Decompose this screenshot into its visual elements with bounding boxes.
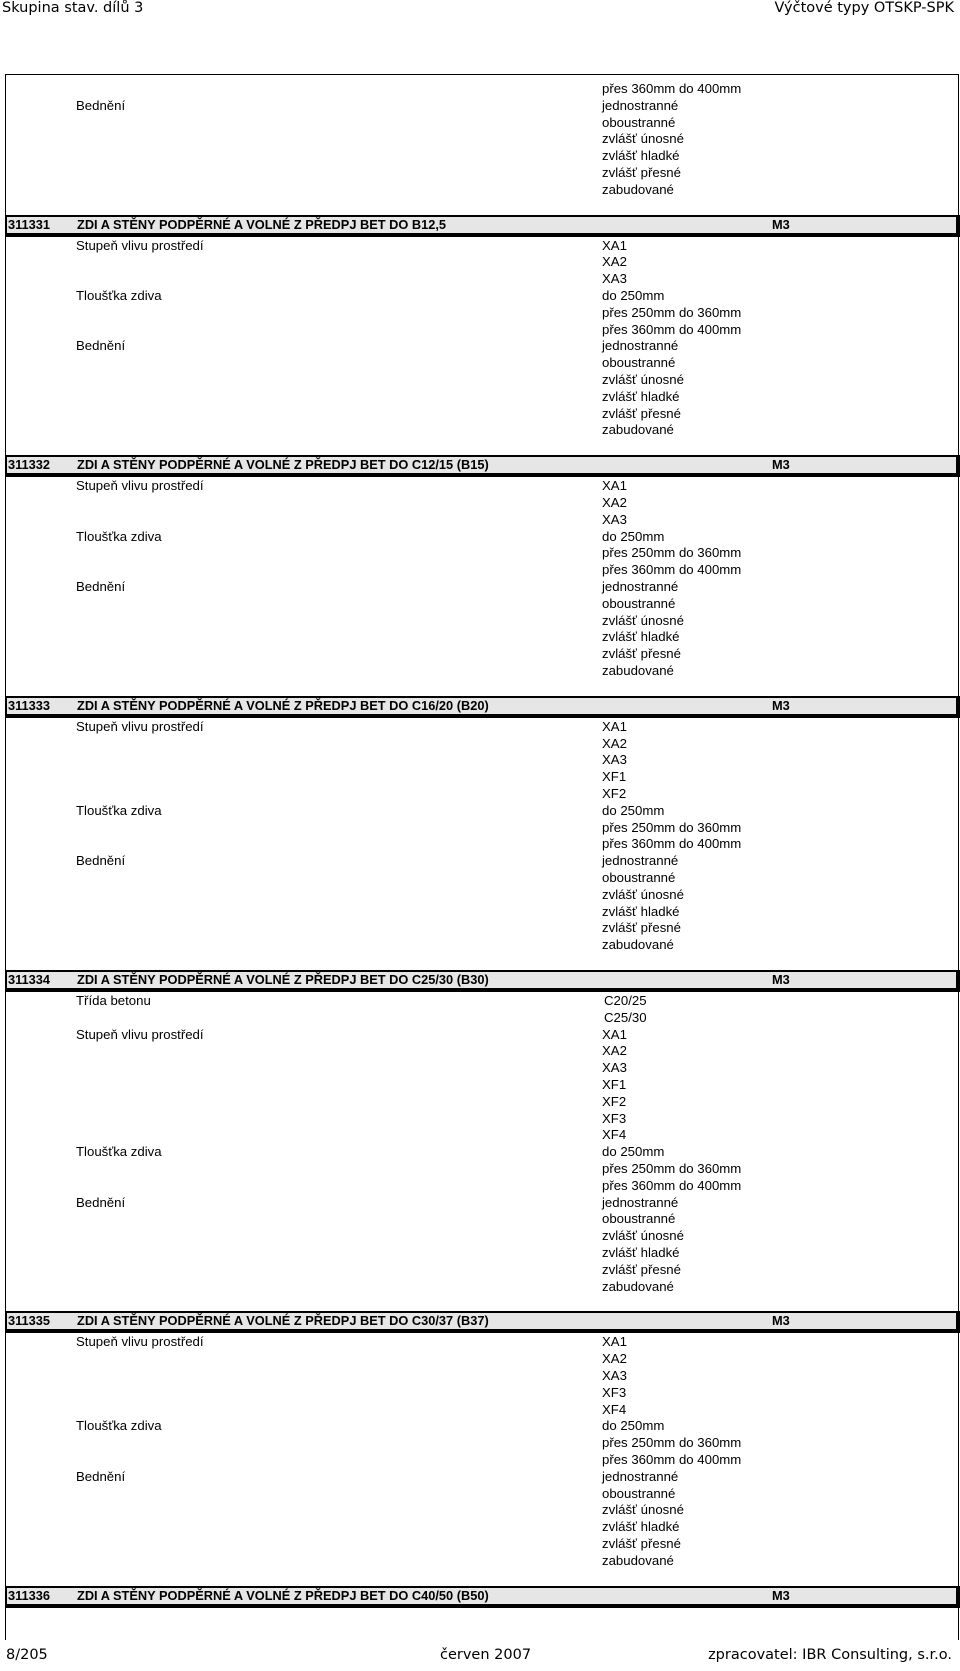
parameter-value: XA2 [602,735,627,751]
parameter-value: XA1 [602,1026,627,1042]
parameter-label: Stupeň vlivu prostředí [76,1334,204,1350]
item-code: 311331 [8,216,50,232]
parameter-row [0,663,960,680]
parameter-value: oboustranné [602,114,676,130]
parameter-value: do 250mm [602,528,665,544]
parameter-label: Bednění [76,579,126,594]
parameter-row [0,238,960,255]
parameter-value: zvlášť hladké [602,388,680,404]
parameter-label: Bednění [76,338,126,354]
parameter-value: zvlášť únosné [602,886,684,902]
parameter-row [0,545,960,562]
parameter-row [0,1262,960,1279]
parameter-row [0,1178,960,1195]
parameter-row [0,1211,960,1228]
item-title: ZDI A STĚNY PODPĚRNÉ A VOLNÉ Z PŘEDPJ BET DO C16/20 (B20) [77,697,489,713]
parameter-value: do 250mm [602,288,665,303]
parameter-row [0,1435,960,1452]
parameter-row [0,853,960,870]
parameter-value: XF1 [602,1077,627,1092]
parameter-row [0,495,960,512]
parameter-value: jednostranné [602,1194,679,1210]
parameter-value: XA1 [602,478,627,494]
parameter-value: zvlášť přesné [602,1536,681,1551]
parameter-row [0,271,960,288]
parameter-value: XF3 [602,1110,627,1126]
parameter-row [0,1245,960,1262]
parameter-value: přes 250mm do 360mm [602,304,742,320]
item-header-311335 [5,1311,960,1333]
parameter-value: XF2 [602,786,627,801]
parameter-row [0,422,960,439]
parameter-row [0,165,960,182]
parameter-value: zabudované [602,422,674,438]
parameter-row [0,1452,960,1469]
item-header-311333 [5,696,960,718]
parameter-row [0,1043,960,1060]
parameter-row [0,1469,960,1486]
footer-page-number: 8/205 [6,1647,48,1663]
parameter-value: přes 360mm do 400mm [602,321,742,337]
parameter-value: zvlášť přesné [602,405,681,421]
parameter-row [0,98,960,115]
parameter-label: Tloušťka zdiva [76,288,162,303]
parameter-value: zvlášť únosné [602,612,684,628]
parameter-label: Tloušťka zdiva [76,802,162,818]
header-right-text: Výčtové typy OTSKP-SPK [774,0,954,16]
parameter-label: Bednění [76,1468,126,1484]
parameter-row [0,1385,960,1402]
parameter-label: Stupeň vlivu prostředí [76,1026,204,1042]
footer-author: zpracovatel: IBR Consulting, s.r.o. [708,1647,952,1663]
parameter-row [0,1334,960,1351]
parameter-row [0,288,960,305]
parameter-row [0,937,960,954]
parameter-row [0,406,960,423]
parameter-row [0,1536,960,1553]
parameter-value: XA1 [602,237,627,253]
parameter-value: zvlášť hladké [602,903,680,919]
parameter-label: Bednění [76,97,126,113]
item-unit: M3 [772,457,790,473]
parameter-value: jednostranné [602,97,679,113]
parameter-value: zabudované [602,663,674,678]
parameter-value: přes 250mm do 360mm [602,1161,742,1176]
item-unit: M3 [772,216,790,232]
item-unit: M3 [772,697,790,713]
parameter-row [0,1502,960,1519]
parameter-row [0,629,960,646]
parameter-row [0,920,960,937]
parameter-value: přes 360mm do 400mm [602,562,742,578]
parameter-row [0,786,960,803]
parameter-value: zvlášť přesné [602,920,681,936]
parameter-value: oboustranné [602,1211,676,1227]
parameter-value: do 250mm [602,1144,665,1160]
parameter-value: do 250mm [602,802,665,818]
parameter-value: zvlášť přesné [602,165,681,180]
parameter-value: přes 360mm do 400mm [602,81,742,96]
parameter-row [0,1161,960,1178]
parameter-row [0,1351,960,1368]
parameter-label: Stupeň vlivu prostředí [76,478,204,494]
parameter-label: Tloušťka zdiva [76,1144,162,1160]
parameter-value: přes 360mm do 400mm [602,836,742,852]
parameter-value: C25/30 [604,1009,647,1025]
item-code: 311333 [8,697,50,713]
parameter-row [0,769,960,786]
item-code: 311332 [8,457,50,473]
parameter-value: zabudované [602,1552,674,1568]
parameter-value: XA1 [602,718,627,734]
parameter-row [0,803,960,820]
parameter-row [0,1077,960,1094]
parameter-row [0,993,960,1010]
parameter-row [0,904,960,921]
parameter-row [0,1111,960,1128]
parameter-value: XF4 [602,1127,627,1143]
parameter-value: zvlášť hladké [602,1519,680,1535]
parameter-label: Stupeň vlivu prostředí [76,237,204,253]
parameter-row [0,529,960,546]
parameter-value: XF1 [602,769,627,785]
item-title: ZDI A STĚNY PODPĚRNÉ A VOLNÉ Z PŘEDPJ BET DO B12,5 [77,216,447,232]
parameter-row [0,512,960,529]
item-code: 311336 [8,1587,50,1603]
item-title: ZDI A STĚNY PODPĚRNÉ A VOLNÉ Z PŘEDPJ BET DO C12/15 (B15) [77,457,489,473]
parameter-label: Tloušťka zdiva [76,528,162,544]
parameter-row [0,1368,960,1385]
parameter-row [0,1553,960,1570]
parameter-value: oboustranné [602,1485,676,1501]
parameter-label: Bednění [76,1194,126,1210]
parameter-row [0,1228,960,1245]
parameter-row [0,389,960,406]
parameter-value: XF2 [602,1093,627,1109]
parameter-value: oboustranné [602,595,676,611]
parameter-row [0,1010,960,1027]
parameter-value: přes 360mm do 400mm [602,1452,742,1467]
parameter-value: zabudované [602,181,674,197]
item-header-311332 [5,455,960,477]
parameter-row [0,752,960,769]
parameter-value: zvlášť hladké [602,629,680,645]
parameter-row [0,115,960,132]
item-header-311334 [5,970,960,992]
parameter-row [0,646,960,663]
parameter-value: oboustranné [602,870,676,885]
parameter-row [0,131,960,148]
parameter-value: zvlášť únosné [602,1228,684,1244]
parameter-row [0,1144,960,1161]
parameter-value: XF4 [602,1401,627,1417]
parameter-value: XA3 [602,1368,627,1383]
parameter-value: přes 250mm do 360mm [602,545,742,561]
item-header-311336 [5,1586,960,1608]
parameter-value: zvlášť únosné [602,131,684,147]
parameter-value: zvlášť únosné [602,1502,684,1518]
parameter-value: XA3 [602,752,627,768]
parameter-row [0,254,960,271]
parameter-row [0,562,960,579]
parameter-value: do 250mm [602,1418,665,1434]
parameter-value: zvlášť únosné [602,372,684,387]
parameter-value: XA2 [602,254,627,270]
parameter-label: Stupeň vlivu prostředí [76,718,204,734]
parameter-row [0,1279,960,1296]
parameter-value: jednostranné [602,579,679,594]
footer-date: červen 2007 [440,1647,532,1663]
parameter-row [0,1519,960,1536]
parameter-label: Tloušťka zdiva [76,1418,162,1434]
parameter-row [0,148,960,165]
item-unit: M3 [772,972,790,987]
parameter-row [0,1094,960,1111]
parameter-row [0,820,960,837]
parameter-row [0,182,960,199]
parameter-value: jednostranné [602,853,679,869]
parameter-row [0,478,960,495]
parameter-row [0,1195,960,1212]
parameter-row [0,372,960,389]
parameter-value: oboustranné [602,355,676,371]
parameter-row [0,836,960,853]
parameter-value: XA3 [602,1060,627,1076]
page-footer [0,1647,960,1671]
parameter-label: Třída betonu [76,993,151,1008]
parameter-value: přes 360mm do 400mm [602,1177,742,1193]
parameter-value: XA2 [602,495,627,510]
parameter-value: jednostranné [602,338,679,354]
parameter-value: přes 250mm do 360mm [602,1435,742,1451]
parameter-row [0,870,960,887]
parameter-row [0,1027,960,1044]
item-header-311331 [5,215,960,237]
parameter-row [0,719,960,736]
parameter-row [0,1486,960,1503]
parameter-value: zvlášť přesné [602,1261,681,1277]
parameter-value: XA2 [602,1351,627,1367]
parameter-value: XF3 [602,1384,627,1400]
item-unit: M3 [772,1313,790,1329]
item-title: ZDI A STĚNY PODPĚRNÉ A VOLNÉ Z PŘEDPJ BET DO C30/37 (B37) [77,1313,489,1329]
parameter-value: XA2 [602,1043,627,1059]
parameter-row [0,305,960,322]
parameter-row [0,579,960,596]
header-left-text: Skupina stav. dílů 3 [2,0,144,16]
parameter-value: zabudované [602,1278,674,1294]
parameter-value: přes 250mm do 360mm [602,819,742,835]
parameter-row [0,81,960,98]
parameter-value: zvlášť přesné [602,646,681,662]
parameter-row [0,338,960,355]
parameter-row [0,736,960,753]
parameter-value: jednostranné [602,1468,679,1484]
parameter-row [0,1060,960,1077]
parameter-value: XA3 [602,511,627,527]
parameter-row [0,1402,960,1419]
parameter-row [0,355,960,372]
parameter-value: C20/25 [604,993,647,1008]
parameter-row [0,596,960,613]
parameter-value: zabudované [602,937,674,953]
parameter-row [0,613,960,630]
parameter-value: XA1 [602,1334,627,1350]
parameter-row [0,322,960,339]
item-code: 311335 [8,1313,50,1329]
parameter-value: XA3 [602,271,627,287]
parameter-row [0,887,960,904]
parameter-row [0,1418,960,1435]
parameter-label: Bednění [76,853,126,869]
item-unit: M3 [772,1587,790,1603]
parameter-value: zvlášť hladké [602,148,680,164]
item-code: 311334 [8,972,50,987]
item-title: ZDI A STĚNY PODPĚRNÉ A VOLNÉ Z PŘEDPJ BET DO C40/50 (B50) [77,1587,489,1603]
parameter-value: zvlášť hladké [602,1245,680,1260]
item-title: ZDI A STĚNY PODPĚRNÉ A VOLNÉ Z PŘEDPJ BET DO C25/30 (B30) [77,972,489,987]
parameter-row [0,1127,960,1144]
